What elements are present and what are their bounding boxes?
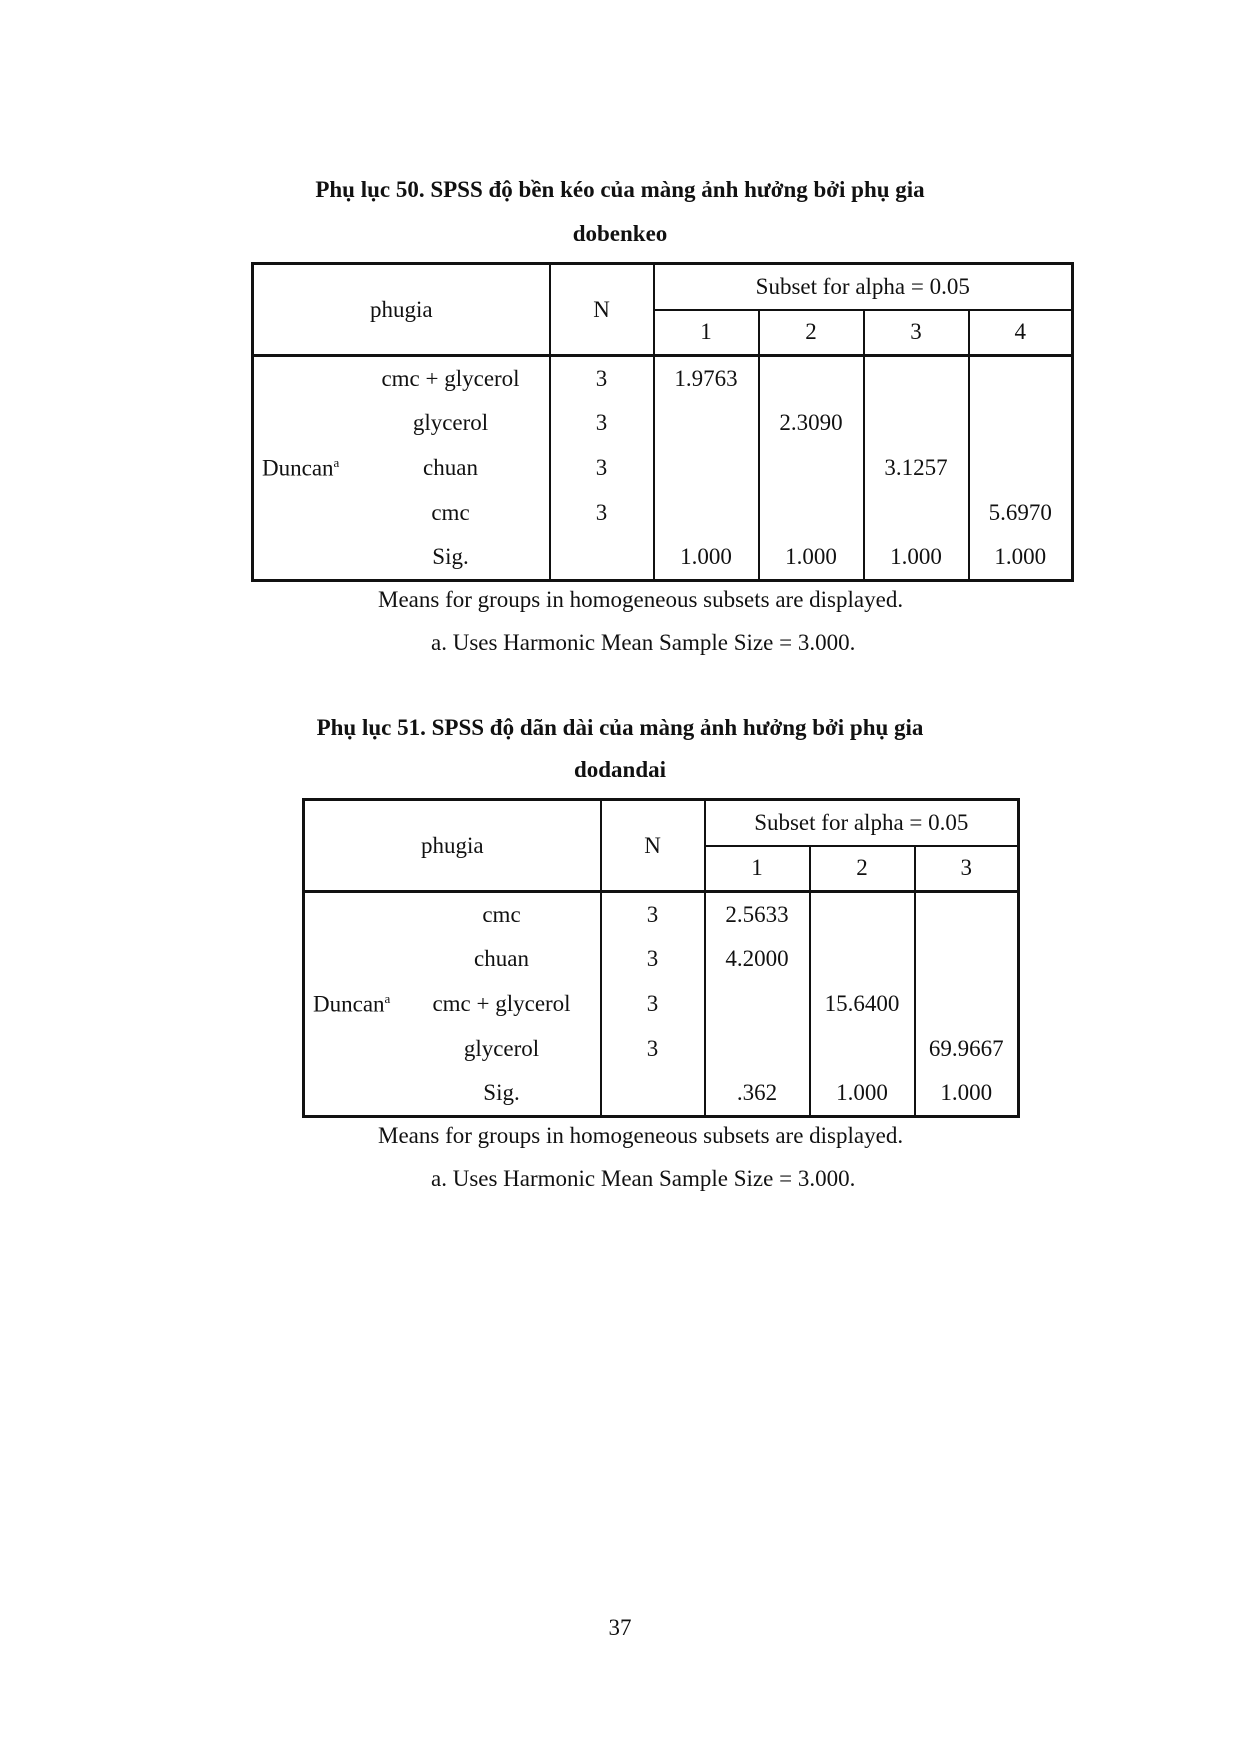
table1-cell [864, 401, 969, 446]
table2-cell [915, 937, 1019, 982]
table1-note-harmonic: a. Uses Harmonic Mean Sample Size = 3.000. [431, 630, 856, 655]
table1-cell [864, 356, 969, 401]
table1-cell: 1.000 [654, 536, 759, 581]
table1-cell: 2.3090 [759, 401, 864, 446]
table2-cell [915, 982, 1019, 1027]
table-row [304, 1072, 1019, 1117]
table1-cell [864, 491, 969, 536]
table2-cell [705, 982, 810, 1027]
table2-group: cmc + glycerol [432, 991, 571, 1016]
table2-cell: 2.5633 [705, 892, 810, 937]
table1-n: 3 [550, 446, 654, 491]
table1-cell: 1.000 [864, 536, 969, 581]
table2-group: Sig. [483, 1080, 520, 1106]
table2-subset-col: 1 [705, 846, 810, 892]
table1-subset-col: 1 [654, 310, 759, 356]
table1-group: Sig. [432, 544, 469, 570]
table1-subset-col: 2 [759, 310, 864, 356]
table1-cell [654, 401, 759, 446]
table1-n [550, 536, 654, 581]
table2-header-subset: Subset for alpha = 0.05 [705, 800, 1019, 846]
table2-cell: 1.000 [810, 1072, 915, 1117]
table2-cell: 69.9667 [915, 1027, 1019, 1072]
table1 [251, 262, 1074, 582]
table2-cell: .362 [705, 1072, 810, 1117]
table2-cell [810, 1027, 915, 1072]
table1-group: cmc + glycerol [381, 365, 520, 391]
table1-variable-title: dobenkeo [572, 221, 668, 246]
table2-method: Duncan$^a$ [313, 990, 391, 1017]
table2-subset-col: 3 [915, 846, 1019, 892]
table-row [304, 1027, 1019, 1072]
table-row [253, 491, 1073, 536]
table2-subset-col: 2 [810, 846, 915, 892]
table2-cell: 4.2000 [705, 937, 810, 982]
page-number: 37 [608, 1615, 632, 1640]
table2-cell [705, 1027, 810, 1072]
table-row [304, 892, 1019, 937]
table2-caption: Phụ lục 51. SPSS độ dãn dài của màng ảnh hưởng bởi phụ gia [316, 715, 924, 740]
table1-cell [969, 446, 1073, 491]
table2-n [601, 1072, 705, 1117]
table1-group: glycerol [412, 410, 489, 435]
table2-n: 3 [601, 892, 705, 937]
table1-group: cmc [431, 500, 470, 525]
table2-variable-title: dodandai [573, 757, 667, 782]
table1-cell [759, 446, 864, 491]
table1-cell [654, 491, 759, 536]
table1-method: Duncan$^a$ [262, 454, 340, 481]
table1-cell: 1.000 [969, 536, 1073, 581]
table2-cell: 15.6400 [810, 982, 915, 1027]
table1-n: 3 [550, 356, 654, 401]
table1-cell: 1.000 [759, 536, 864, 581]
table1-cell [759, 356, 864, 401]
table2-cell [915, 892, 1019, 937]
table2-group: chuan [474, 946, 529, 971]
table1-header-n: N [550, 264, 654, 356]
table-row [253, 446, 1073, 491]
table1-header-factor: phugia [253, 264, 550, 356]
table1-n: 3 [550, 491, 654, 536]
table1-cell [759, 491, 864, 536]
table-row [253, 356, 1073, 401]
table1-cell: 3.1257 [864, 446, 969, 491]
table1-header-subset: Subset for alpha = 0.05 [654, 264, 1073, 310]
table2-note-harmonic: a. Uses Harmonic Mean Sample Size = 3.000. [431, 1166, 856, 1191]
table2-cell: 1.000 [915, 1072, 1019, 1117]
table1-caption: Phụ lục 50. SPSS độ bền kéo của màng ảnh hưởng bởi phụ gia [315, 177, 925, 202]
table2-group: cmc [482, 901, 521, 927]
table2-header-factor: phugia [304, 800, 601, 892]
table1-n: 3 [550, 401, 654, 446]
table1-cell [654, 446, 759, 491]
table2-cell [810, 892, 915, 937]
table2-note-means: Means for groups in homogeneous subsets are displayed. [378, 1123, 904, 1148]
table1-note-means: Means for groups in homogeneous subsets are displayed. [378, 587, 904, 612]
table1-cell: 1.9763 [654, 356, 759, 401]
table-row [304, 982, 1019, 1027]
table1-subset-col: 4 [969, 310, 1073, 356]
table-row [253, 536, 1073, 581]
table1-cell [969, 401, 1073, 446]
table2-n: 3 [601, 937, 705, 982]
table1-group: chuan [423, 455, 478, 480]
table1-cell: 5.6970 [969, 491, 1073, 536]
table2-header-n: N [601, 800, 705, 892]
table1-subset-col: 3 [864, 310, 969, 356]
table-row [304, 937, 1019, 982]
table1-cell [969, 356, 1073, 401]
table2-n: 3 [601, 982, 705, 1027]
table2 [302, 798, 1020, 1118]
table2-group: glycerol [463, 1036, 540, 1061]
table-row [253, 401, 1073, 446]
table2-cell [810, 937, 915, 982]
table2-n: 3 [601, 1027, 705, 1072]
